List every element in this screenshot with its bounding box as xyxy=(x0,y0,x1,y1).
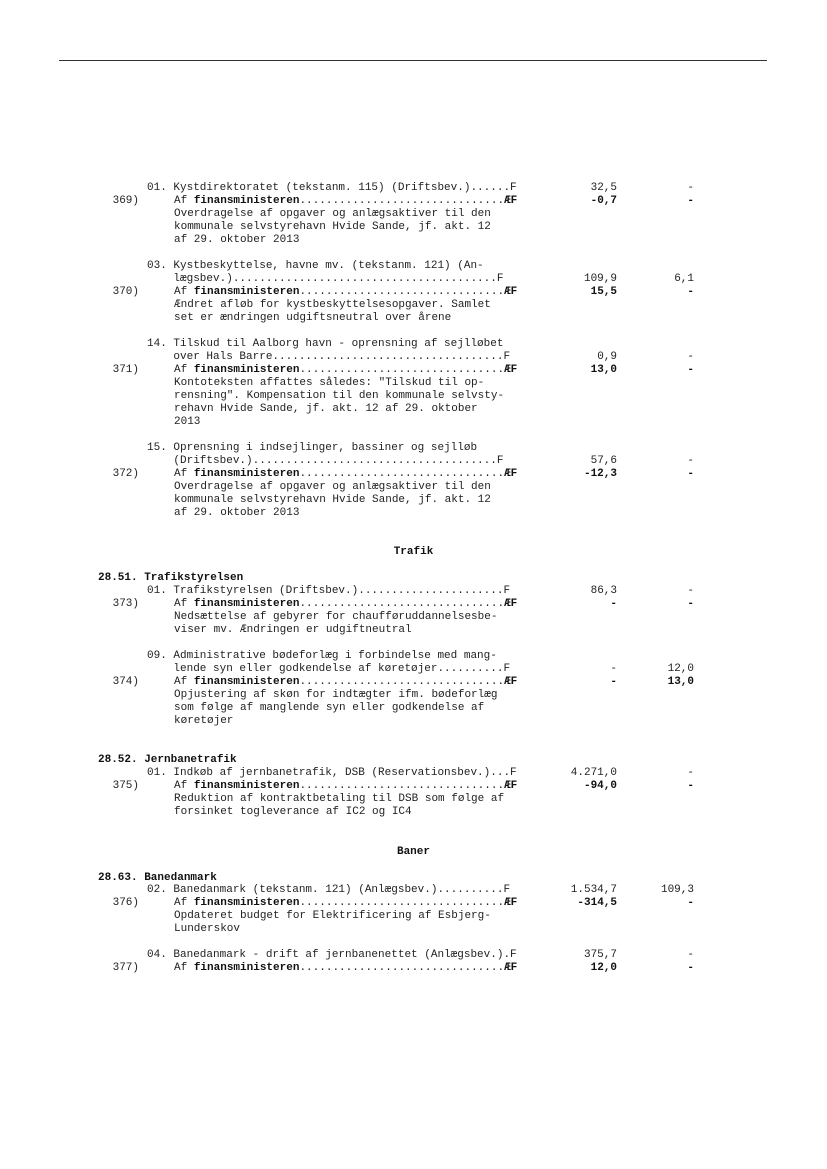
amendment-code: ÆF xyxy=(504,468,518,480)
entry-reference-number: 377) xyxy=(112,962,139,974)
entry-description-line: køretøjer xyxy=(174,715,234,727)
amendment-prefix: Af xyxy=(174,897,194,909)
amendment-amount-col2: - xyxy=(687,780,694,792)
amendment-amount-col2: - xyxy=(687,598,694,610)
entry-title-line: 14. Tilskud til Aalborg havn - oprensning af sejlløbet xyxy=(147,338,504,350)
amendment-leader-dots: ............................... xyxy=(299,468,505,480)
entry-amount-col1: 86,3 xyxy=(590,585,617,597)
amendment-code: ÆF xyxy=(504,286,518,298)
entry-reference-number: 371) xyxy=(112,364,139,376)
entry-title-line: 15. Oprensning i indsejlinger, bassiner og sejlløb xyxy=(147,442,478,454)
entry-description-line: Lunderskov xyxy=(174,923,241,935)
entry-description-line: 2013 xyxy=(174,416,201,428)
entry-amount-col2: - xyxy=(687,455,694,467)
entry-description-line: Overdragelse af opgaver og anlægsaktiver til den xyxy=(174,481,491,493)
amendment-amount-col1: -314,5 xyxy=(577,897,617,909)
amendment-code: ÆF xyxy=(504,780,518,792)
amendment-prefix: Af xyxy=(174,962,194,974)
entry-description-line: kommunale selvstyrehavn Hvide Sande, jf. akt. 12 xyxy=(174,221,491,233)
amendment-prefix: Af xyxy=(174,676,194,688)
entry-title-line: over Hals Barre...................................F xyxy=(147,351,511,363)
amendment-prefix: Af xyxy=(174,364,194,376)
entry-description-line: Reduktion af kontraktbetaling til DSB som følge af xyxy=(174,793,505,805)
subsection-heading-banedanmark: 28.63. Banedanmark xyxy=(98,872,217,884)
entry-description-line: forsinket togleverance af IC2 og IC4 xyxy=(174,806,412,818)
entry-amount-col2: - xyxy=(687,182,694,194)
entry-title-line: 03. Kystbeskyttelse, havne mv. (tekstanm. 121) (An- xyxy=(147,260,484,272)
entry-title-line: 01. Trafikstyrelsen (Driftsbev.)......................F xyxy=(147,585,511,597)
entry-reference-number: 374) xyxy=(112,676,139,688)
amendment-prefix: Af xyxy=(174,286,194,298)
entry-title-line: 01. Indkøb af jernbanetrafik, DSB (Reservationsbev.)...F xyxy=(147,767,517,779)
amendment-line xyxy=(174,363,517,377)
entry-amount-col1: 0,9 xyxy=(597,351,617,363)
amendment-line xyxy=(174,675,517,689)
amendment-proposer: finansministeren xyxy=(193,468,300,480)
entry-amount-col1: 57,6 xyxy=(590,455,617,467)
entry-amount-col1: 4.271,0 xyxy=(570,767,617,779)
header-rule xyxy=(59,60,767,61)
entry-description-line: rensning". Kompensation til den kommunale selvsty- xyxy=(174,390,505,402)
amendment-code: ÆF xyxy=(504,598,518,610)
amendment-line xyxy=(174,597,517,611)
amendment-amount-col1: - xyxy=(610,598,617,610)
entry-amount-col1: - xyxy=(610,663,617,675)
amendment-code: ÆF xyxy=(504,364,518,376)
entry-description-line: Overdragelse af opgaver og anlægsaktiver til den xyxy=(174,208,491,220)
amendment-prefix: Af xyxy=(174,195,194,207)
entry-amount-col1: 1.534,7 xyxy=(570,884,617,896)
amendment-leader-dots: ............................... xyxy=(299,676,505,688)
amendment-leader-dots: ............................... xyxy=(299,286,505,298)
entry-reference-number: 376) xyxy=(112,897,139,909)
amendment-line xyxy=(174,779,517,793)
amendment-code: ÆF xyxy=(504,195,518,207)
entry-reference-number: 373) xyxy=(112,598,139,610)
section-heading-baner: Baner xyxy=(396,846,430,858)
entry-description-line: Opjustering af skøn for indtægter ifm. bødeforlæg xyxy=(174,689,498,701)
amendment-leader-dots: ............................... xyxy=(299,780,505,792)
amendment-proposer: finansministeren xyxy=(193,897,300,909)
entry-title-line: lende syn eller godkendelse af køretøjer..........F xyxy=(147,663,511,675)
amendment-proposer: finansministeren xyxy=(193,962,300,974)
amendment-leader-dots: ............................... xyxy=(299,598,505,610)
entry-title-line: 09. Administrative bødeforlæg i forbindelse med mang- xyxy=(147,650,497,662)
entry-title-line: 04. Banedanmark - drift af jernbanenettet (Anlægsbev.).F xyxy=(147,949,517,961)
amendment-leader-dots: ............................... xyxy=(299,364,505,376)
amendment-amount-col1: -12,3 xyxy=(583,468,617,480)
entry-reference-number: 370) xyxy=(112,286,139,298)
amendment-proposer: finansministeren xyxy=(193,780,300,792)
section-heading-trafik: Trafik xyxy=(393,546,434,558)
amendment-amount-col2: - xyxy=(687,195,694,207)
entry-amount-col1: 375,7 xyxy=(583,949,617,961)
amendment-leader-dots: ............................... xyxy=(299,897,505,909)
amendment-proposer: finansministeren xyxy=(193,195,300,207)
amendment-amount-col1: 13,0 xyxy=(590,364,617,376)
amendment-leader-dots: ............................... xyxy=(299,195,505,207)
entry-description-line: set er ændringen udgiftsneutral over årene xyxy=(174,312,452,324)
entry-description-line: Ændret afløb for kystbeskyttelsesopgaver. Samlet xyxy=(174,299,491,311)
entry-reference-number: 369) xyxy=(112,195,139,207)
entry-amount-col2: 12,0 xyxy=(667,663,694,675)
amendment-proposer: finansministeren xyxy=(193,286,300,298)
amendment-line xyxy=(174,285,517,299)
amendment-amount-col1: - xyxy=(610,676,617,688)
amendment-proposer: finansministeren xyxy=(193,676,300,688)
amendment-amount-col1: 12,0 xyxy=(590,962,617,974)
amendment-line xyxy=(174,896,517,910)
entry-description-line: Nedsættelse af gebyrer for chaufføruddannelsesbe- xyxy=(174,611,498,623)
amendment-amount-col1: 15,5 xyxy=(590,286,617,298)
entry-amount-col2: - xyxy=(687,949,694,961)
amendment-amount-col2: - xyxy=(687,468,694,480)
amendment-amount-col2: - xyxy=(687,962,694,974)
entry-description-line: af 29. oktober 2013 xyxy=(174,507,300,519)
amendment-prefix: Af xyxy=(174,598,194,610)
entry-description-line: kommunale selvstyrehavn Hvide Sande, jf. akt. 12 xyxy=(174,494,491,506)
subsection-heading-trafikstyrelsen: 28.51. Trafikstyrelsen xyxy=(98,572,244,584)
amendment-amount-col2: 13,0 xyxy=(667,676,694,688)
amendment-line xyxy=(174,194,517,208)
entry-description-line: Opdateret budget for Elektrificering af Esbjerg- xyxy=(174,910,491,922)
entry-title-line: (Driftsbev.).....................................F xyxy=(147,455,504,467)
entry-description-line: Kontoteksten affattes således: "Tilskud til op- xyxy=(174,377,485,389)
entry-amount-col2: 6,1 xyxy=(674,273,694,285)
subsection-heading-jernbanetrafik: 28.52. Jernbanetrafik xyxy=(98,754,237,766)
amendment-leader-dots: ............................... xyxy=(299,962,505,974)
entry-description-line: af 29. oktober 2013 xyxy=(174,234,300,246)
amendment-code: ÆF xyxy=(504,897,518,909)
entry-amount-col1: 32,5 xyxy=(590,182,617,194)
entry-reference-number: 372) xyxy=(112,468,139,480)
entry-amount-col1: 109,9 xyxy=(583,273,617,285)
amendment-line xyxy=(174,961,517,975)
entry-description-line: som følge af manglende syn eller godkendelse af xyxy=(174,702,485,714)
entry-amount-col2: - xyxy=(687,351,694,363)
entry-amount-col2: - xyxy=(687,767,694,779)
amendment-prefix: Af xyxy=(174,468,194,480)
entry-description-line: viser mv. Ændringen er udgiftneutral xyxy=(174,624,412,636)
entry-title-line: 01. Kystdirektoratet (tekstanm. 115) (Driftsbev.)......F xyxy=(147,182,517,194)
amendment-code: ÆF xyxy=(504,962,518,974)
amendment-amount-col2: - xyxy=(687,364,694,376)
amendment-amount-col1: -94,0 xyxy=(583,780,617,792)
amendment-amount-col1: -0,7 xyxy=(590,195,617,207)
entry-reference-number: 375) xyxy=(112,780,139,792)
amendment-amount-col2: - xyxy=(687,897,694,909)
entry-title-line: lægsbev.)........................................F xyxy=(147,273,504,285)
amendment-proposer: finansministeren xyxy=(193,598,300,610)
entry-description-line: rehavn Hvide Sande, jf. akt. 12 af 29. oktober xyxy=(174,403,478,415)
entry-title-line: 02. Banedanmark (tekstanm. 121) (Anlægsbev.)..........F xyxy=(147,884,511,896)
amendment-code: ÆF xyxy=(504,676,518,688)
entry-amount-col2: - xyxy=(687,585,694,597)
entry-amount-col2: 109,3 xyxy=(660,884,694,896)
amendment-amount-col2: - xyxy=(687,286,694,298)
amendment-line xyxy=(174,467,517,481)
amendment-prefix: Af xyxy=(174,780,194,792)
amendment-proposer: finansministeren xyxy=(193,364,300,376)
